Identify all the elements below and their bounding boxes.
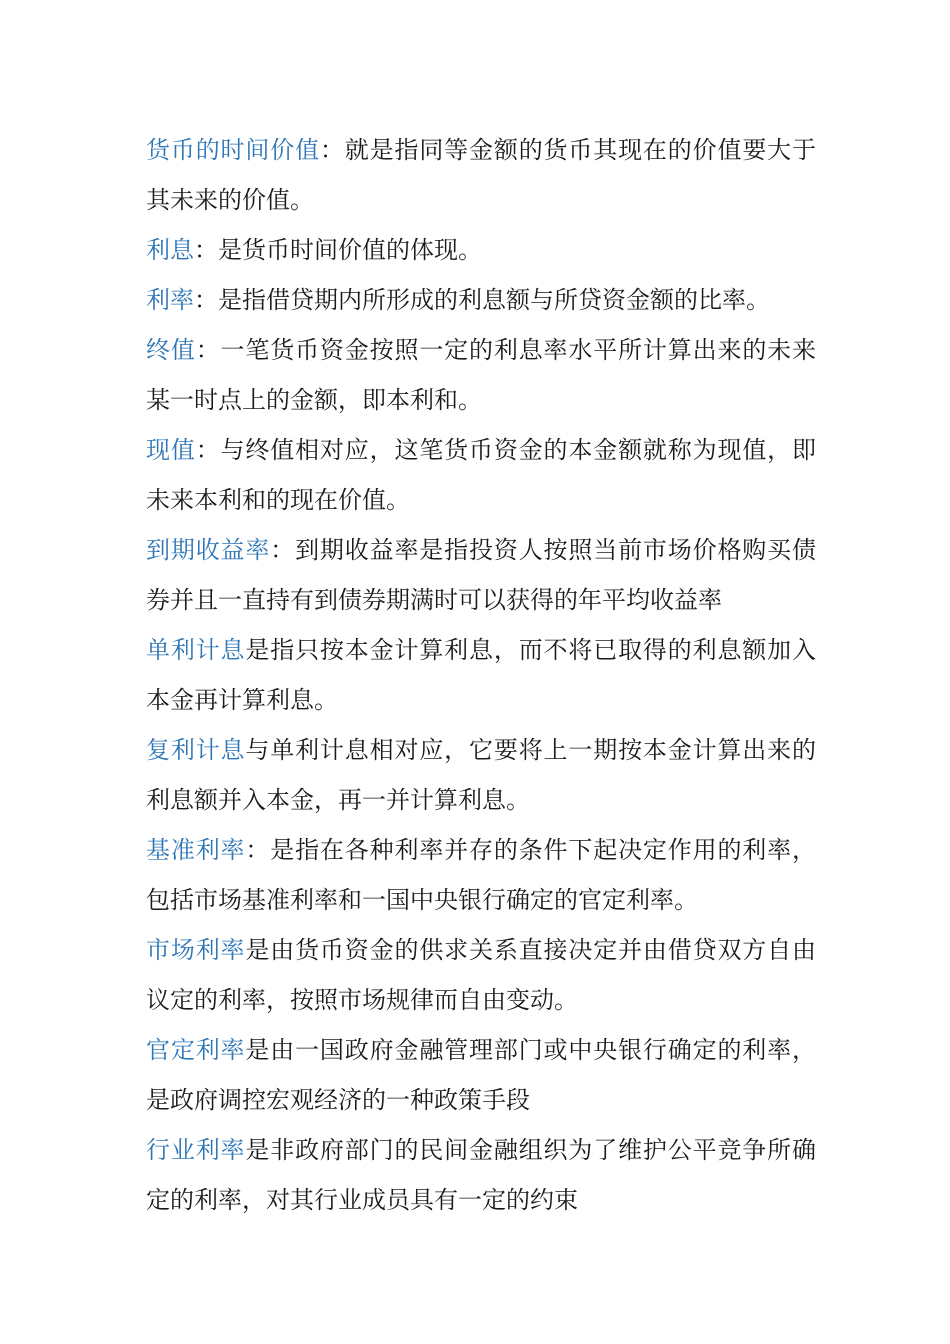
definition-entry-market-rate [146, 925, 816, 1025]
definition-text: ：就是指同等金额的货币其现在的价值要大于其未来的价值。 [146, 136, 817, 214]
definition-text: ：是指借贷期内所形成的利息额与所贷资金额的比率。 [194, 286, 770, 314]
definition-entry-simple-interest [146, 625, 816, 725]
definition-text: ：一笔货币资金按照一定的利息率水平所计算出来的未来某一时点上的金额，即本利和。 [146, 336, 817, 414]
definition-entry-yield-to-maturity [146, 525, 816, 625]
definition-entry-compound-interest [146, 725, 816, 825]
term-label: 到期收益率 [146, 536, 271, 564]
term-label: 货币的时间价值 [146, 136, 320, 164]
term-label: 单利计息 [146, 636, 246, 664]
document-page [146, 125, 816, 1225]
term-label: 基准利率 [146, 836, 246, 864]
definition-entry-interest [146, 225, 816, 275]
term-label: 官定利率 [146, 1036, 246, 1064]
definition-text: ：与终值相对应，这笔货币资金的本金额就称为现值，即未来本利和的现在价值。 [146, 436, 817, 514]
definition-text: 是指只按本金计算利息，而不将已取得的利息额加入本金再计算利息。 [146, 636, 817, 714]
definition-text: ：是指在各种利率并存的条件下起决定作用的利率，包括市场基准利率和一国中央银行确定的官定利率。 [146, 836, 817, 914]
term-label: 市场利率 [146, 936, 246, 964]
definition-entry-official-rate [146, 1025, 816, 1125]
definition-text: 是非政府部门的民间金融组织为了维护公平竞争所确定的利率，对其行业成员具有一定的约束 [146, 1136, 817, 1214]
term-label: 复利计息 [146, 736, 246, 764]
definition-entry-interest-rate [146, 275, 816, 325]
definition-entry-present-value [146, 425, 816, 525]
definition-text: ：是货币时间价值的体现。 [194, 236, 482, 264]
definition-text: 与单利计息相对应，它要将上一期按本金计算出来的利息额并入本金，再一并计算利息。 [146, 736, 817, 814]
definition-entry-future-value [146, 325, 816, 425]
definition-text: 是由货币资金的供求关系直接决定并由借贷双方自由议定的利率，按照市场规律而自由变动。 [146, 936, 817, 1014]
definition-entry-benchmark-rate [146, 825, 816, 925]
definition-text: 是由一国政府金融管理部门或中央银行确定的利率，是政府调控宏观经济的一种政策手段 [146, 1036, 817, 1114]
term-label: 利息 [146, 236, 194, 264]
term-label: 利率 [146, 286, 194, 314]
term-label: 终值 [146, 336, 196, 364]
term-label: 行业利率 [146, 1136, 246, 1164]
definition-text: ：到期收益率是指投资人按照当前市场价格购买债券并且一直持有到债券期满时可以获得的年平均收益率 [146, 536, 817, 614]
definition-entry-time-value [146, 125, 816, 225]
term-label: 现值 [146, 436, 196, 464]
definition-entry-industry-rate [146, 1125, 816, 1225]
